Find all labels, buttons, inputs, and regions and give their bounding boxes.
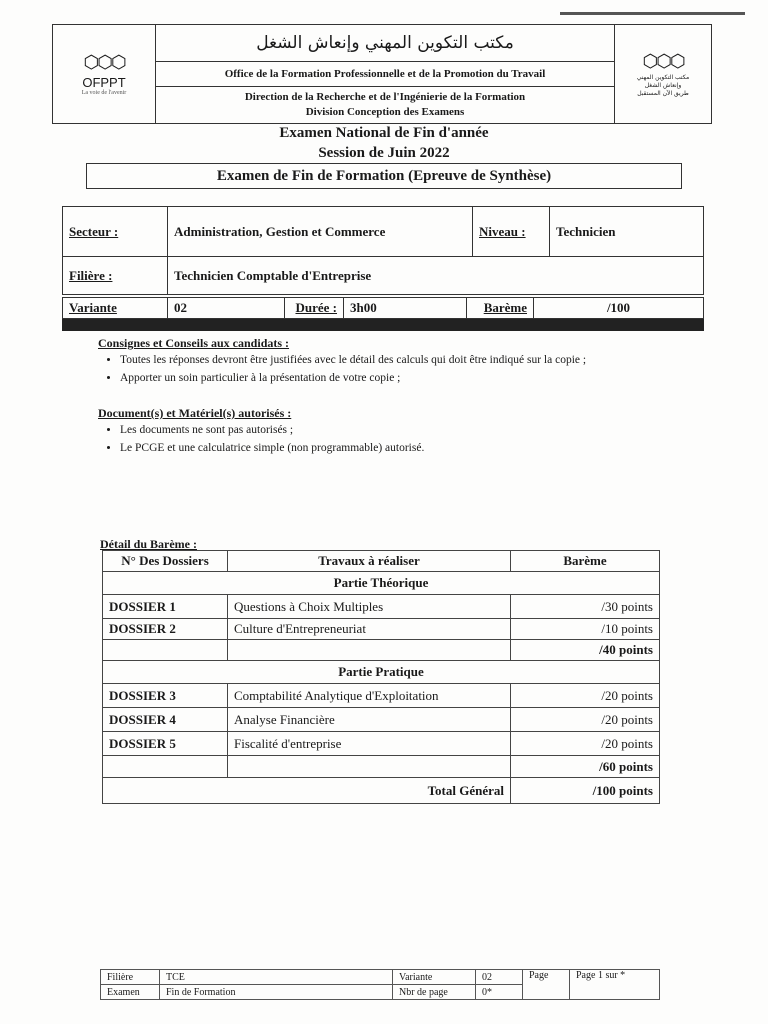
footer-examen-label: Examen <box>101 985 160 1000</box>
ofppt-logo-icon: ⬡⬡⬡ <box>642 50 684 72</box>
info-table <box>62 206 704 295</box>
footer-table <box>100 969 660 1000</box>
niveau-value: Technicien <box>550 207 704 257</box>
footer-variante: 02 <box>476 970 523 985</box>
footer-page: Page 1 sur * <box>570 970 660 1000</box>
secteur-label: Secteur : <box>69 223 119 239</box>
exam-session: Session de Juin 2022 <box>318 145 450 161</box>
total-label: Total Général <box>103 778 511 804</box>
table-row-travail: Questions à Choix Multiples <box>228 595 511 619</box>
table-row-dossier: DOSSIER 2 <box>103 619 228 640</box>
division-title: Division Conception des Examens <box>305 106 465 118</box>
logo-tagline: La voie de l'avenir <box>81 90 127 96</box>
documents-title: Document(s) et Matériel(s) autorisés : <box>98 406 292 420</box>
logo-arabic-line: طريق الآن المستقبل <box>637 89 689 97</box>
document-item: • Les documents ne sont pas autorisés ; <box>120 424 424 436</box>
bareme-table <box>102 550 660 804</box>
table-row-points: /10 points <box>511 619 660 640</box>
table-row-travail: Comptabilité Analytique d'Exploitation <box>228 684 511 708</box>
col-header-travaux: Travaux à réaliser <box>228 551 511 572</box>
subtotal-theorique: /40 points <box>511 640 660 661</box>
logo-arabic-text <box>637 74 690 98</box>
part-theorique: Partie Théorique <box>103 572 660 595</box>
office-title: Office de la Formation Professionnelle et de la Promotion du Travail <box>156 62 614 87</box>
document-item: • Le PCGE et une calculatrice simple (non programmable) autorisé. <box>120 442 424 454</box>
variante-table <box>62 297 704 319</box>
consigne-item: • Toutes les réponses devront être justifiées avec le détail des calculs qui doit être indiqué sur la copie ; <box>120 354 586 366</box>
table-row-points: /20 points <box>511 708 660 732</box>
detail-title: Détail du Barème : <box>100 537 197 551</box>
footer-page-label: Page <box>523 970 570 1000</box>
consignes-section <box>98 336 586 390</box>
footer-nbr: 0* <box>476 985 523 1000</box>
header-titles <box>156 25 614 123</box>
part-pratique: Partie Pratique <box>103 661 660 684</box>
logo-name: OFPPT <box>82 75 126 90</box>
exam-title: Examen National de Fin d'année <box>279 125 489 141</box>
variante-value: 02 <box>168 298 285 319</box>
direction-title: Direction de la Recherche et de l'Ingénierie de la Formation <box>244 91 526 103</box>
duree-label: Durée : <box>295 300 337 315</box>
footer-filiere-label: Filière <box>101 970 160 985</box>
divider-bar <box>62 319 704 331</box>
consigne-item: • Apporter un soin particulier à la présentation de votre copie ; <box>120 372 586 384</box>
logo-arabic-line: مكتب التكوين المهني <box>636 73 690 81</box>
table-row-travail: Analyse Financière <box>228 708 511 732</box>
subtotal-pratique: /60 points <box>511 756 660 778</box>
bareme-value: /100 <box>534 298 704 319</box>
variante-label: Variante <box>69 300 117 315</box>
col-header-bareme: Barème <box>511 551 660 572</box>
bareme-label: Barème <box>483 300 527 315</box>
arabic-title: مكتب التكوين المهني وإنعاش الشغل <box>156 25 614 62</box>
secteur-value: Administration, Gestion et Commerce <box>168 207 473 257</box>
table-row-dossier: DOSSIER 4 <box>103 708 228 732</box>
ofppt-logo-right <box>614 25 711 123</box>
table-row-dossier: DOSSIER 5 <box>103 732 228 756</box>
top-rule <box>560 12 745 15</box>
documents-section <box>98 406 424 460</box>
table-row-travail: Fiscalité d'entreprise <box>228 732 511 756</box>
direction-block <box>156 87 614 123</box>
logo-arabic-line: وإنعاش الشغل <box>644 81 682 89</box>
exam-type-box: Examen de Fin de Formation (Epreuve de Synthèse) <box>86 163 682 189</box>
table-row-dossier: DOSSIER 3 <box>103 684 228 708</box>
footer-variante-label: Variante <box>393 970 476 985</box>
duree-value: 3h00 <box>344 298 467 319</box>
ofppt-logo-icon: ⬡⬡⬡ <box>83 52 125 73</box>
filiere-value: Technicien Comptable d'Entreprise <box>168 257 704 295</box>
table-row-travail: Culture d'Entrepreneuriat <box>228 619 511 640</box>
ofppt-logo-left <box>53 25 156 123</box>
table-row-points: /20 points <box>511 732 660 756</box>
footer-nbr-label: Nbr de page <box>393 985 476 1000</box>
footer-filiere: TCE <box>160 970 393 985</box>
filiere-label: Filière : <box>69 267 113 283</box>
table-row-points: /20 points <box>511 684 660 708</box>
header <box>52 24 712 124</box>
table-row-points: /30 points <box>511 595 660 619</box>
consignes-title: Consignes et Conseils aux candidats : <box>98 336 290 350</box>
table-row-dossier: DOSSIER 1 <box>103 595 228 619</box>
total-value: /100 points <box>511 778 660 804</box>
col-header-dossiers: N° Des Dossiers <box>103 551 228 572</box>
footer-examen: Fin de Formation <box>160 985 393 1000</box>
niveau-label: Niveau : <box>479 223 526 239</box>
